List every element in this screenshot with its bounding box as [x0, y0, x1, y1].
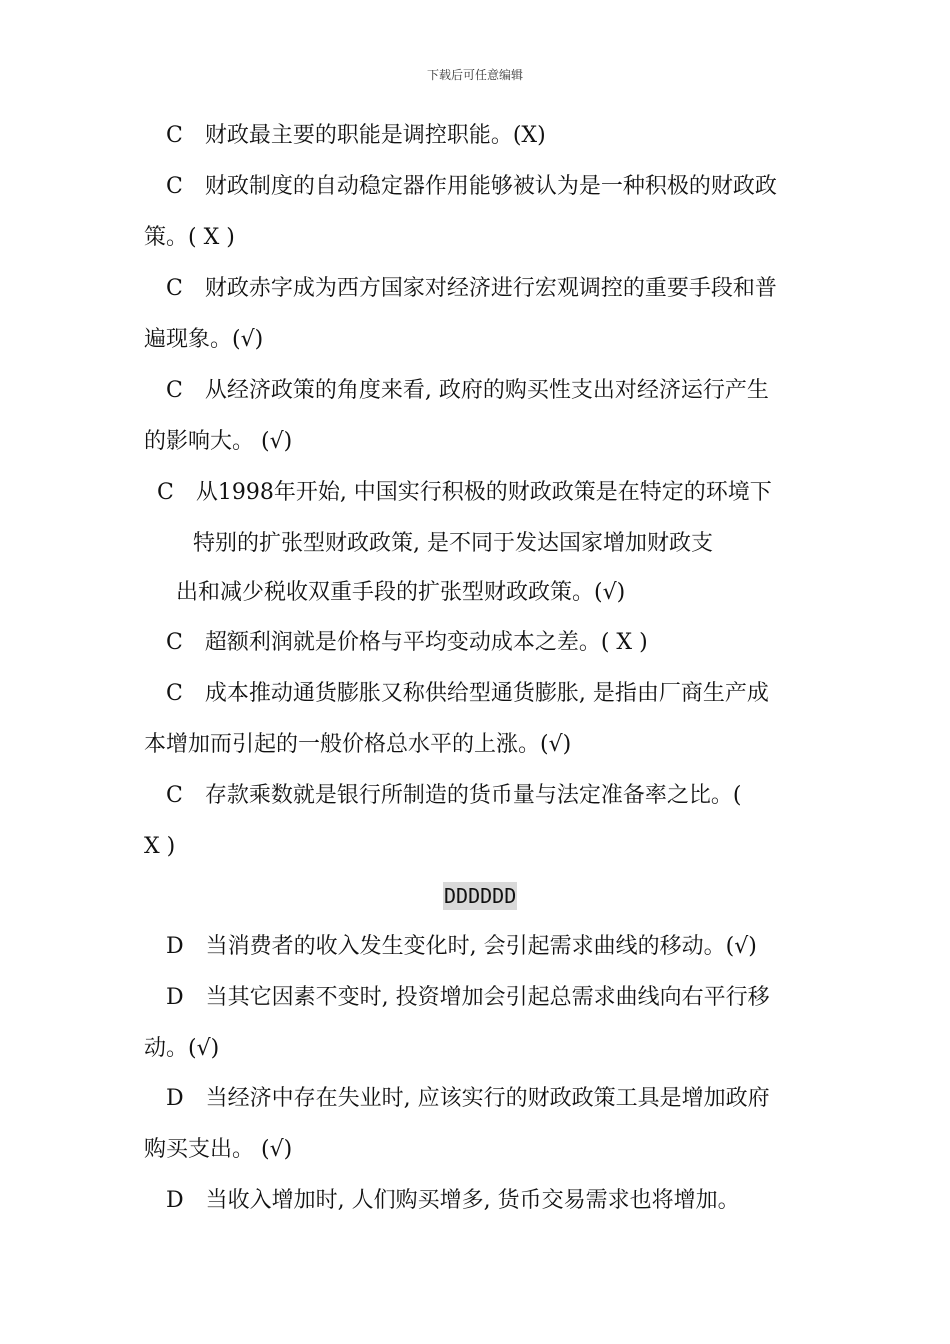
question-line: C 财政最主要的职能是调控职能。(X) [166, 123, 546, 148]
question-line: X ) [144, 834, 176, 859]
question-line: 动。(√) [144, 1036, 220, 1061]
question-line: D 当消费者的收入发生变化时, 会引起需求曲线的移动。(√) [166, 934, 757, 959]
question-line: 购买支出。 (√) [144, 1137, 293, 1162]
question-line: D 当其它因素不变时, 投资增加会引起总需求曲线向右平行移 [166, 985, 770, 1010]
question-line: 出和减少税收双重手段的扩张型财政政策。(√) [176, 580, 626, 605]
question-line: 的影响大。 (√) [144, 429, 293, 454]
question-line: C 财政制度的自动稳定器作用能够被认为是一种积极的财政政 [166, 174, 777, 199]
question-line: C 财政赤字成为西方国家对经济进行宏观调控的重要手段和普 [166, 276, 777, 301]
page-header: 下载后可任意编辑 [426, 68, 523, 82]
question-line: 遍现象。(√) [144, 327, 264, 352]
question-line: 策。( X ) [144, 225, 235, 250]
question-line: 本增加而引起的一般价格总水平的上涨。(√) [144, 732, 572, 757]
question-line: C 存款乘数就是银行所制造的货币量与法定准备率之比。( [166, 783, 742, 808]
question-line: C 从经济政策的角度来看, 政府的购买性支出对经济运行产生 [166, 378, 769, 403]
question-line: D 当收入增加时, 人们购买增多, 货币交易需求也将增加。 [166, 1188, 740, 1213]
question-line: C 成本推动通货膨胀又称供给型通货膨胀, 是指由厂商生产成 [166, 681, 769, 706]
question-line: D 当经济中存在失业时, 应该实行的财政政策工具是增加政府 [166, 1086, 770, 1111]
question-line: C 从1998年开始, 中国实行积极的财政政策是在特定的环境下 [157, 480, 772, 505]
question-line: C 超额利润就是价格与平均变动成本之差。( X ) [166, 630, 648, 655]
section-heading: DDDDDD [444, 884, 517, 908]
question-line: 特别的扩张型财政政策, 是不同于发达国家增加财政支 [193, 531, 713, 556]
